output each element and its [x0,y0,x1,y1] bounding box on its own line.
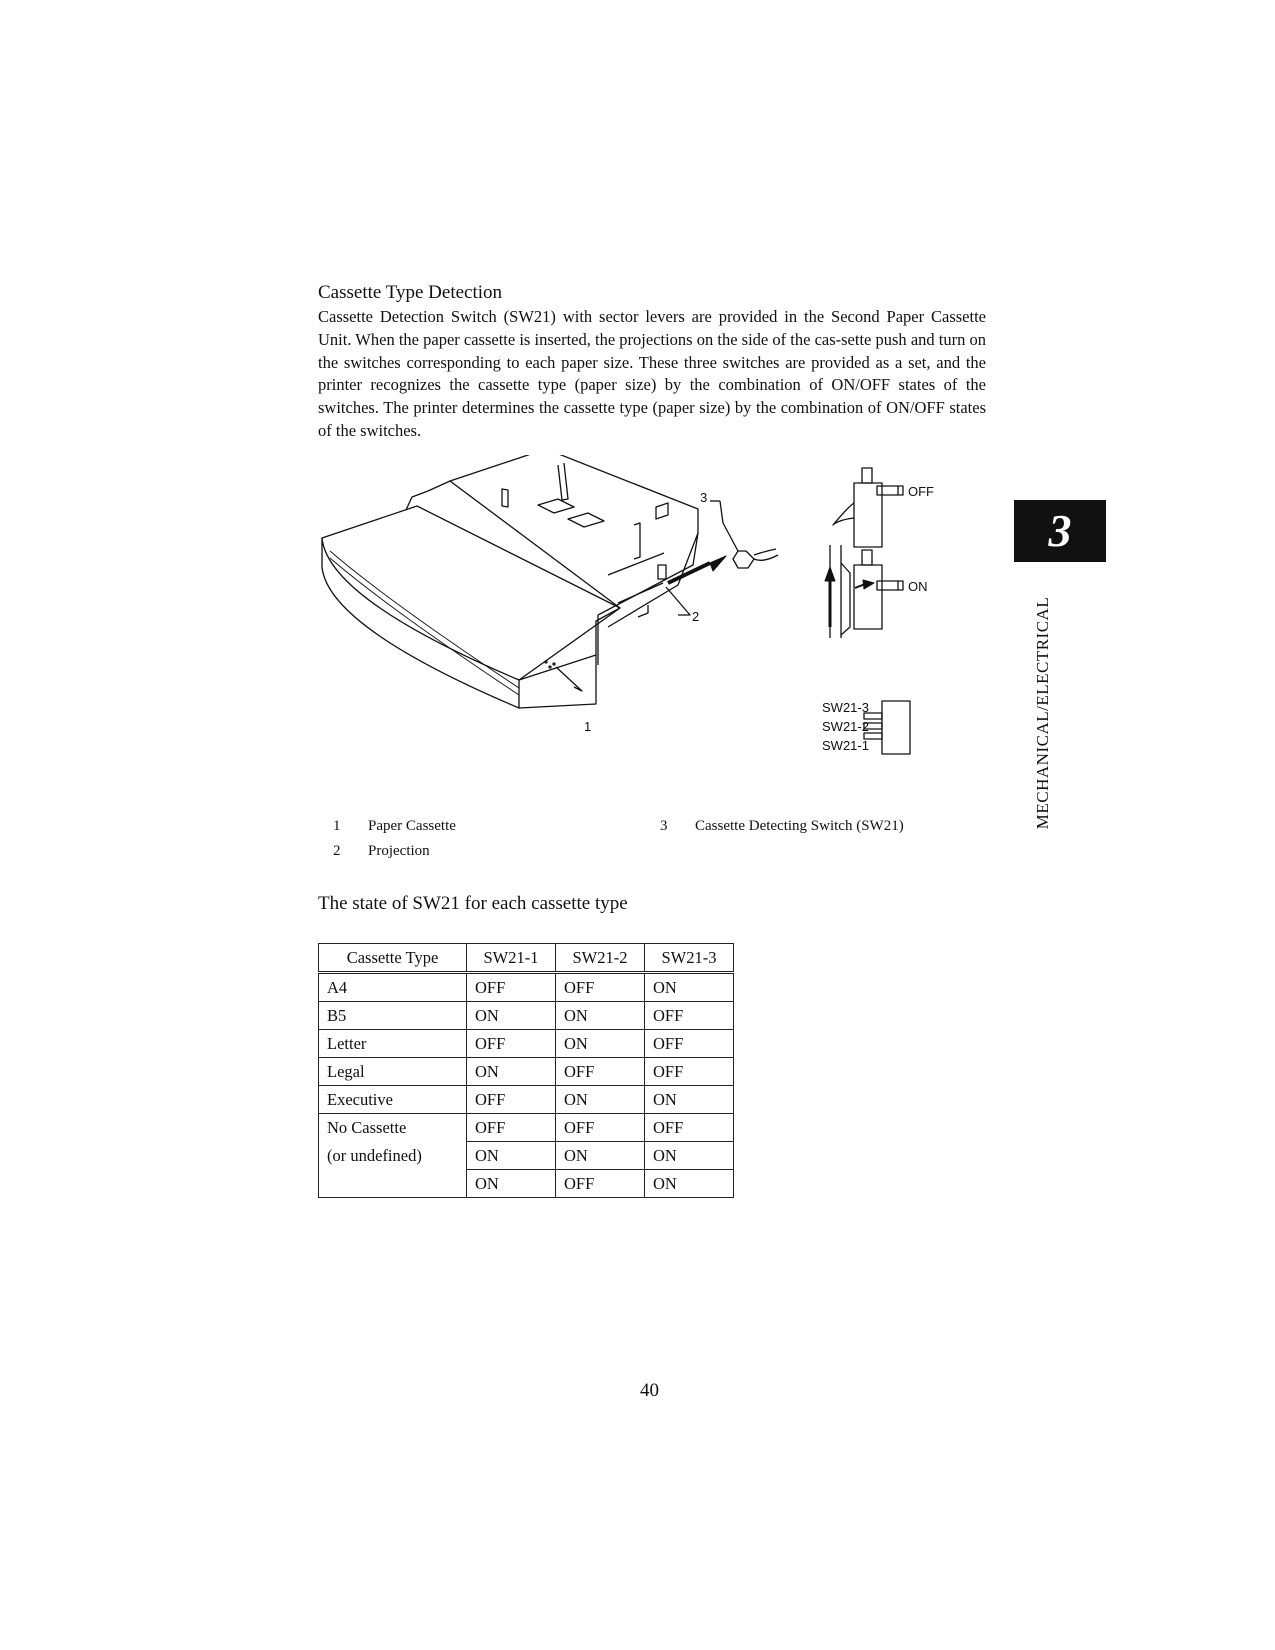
table-title: The state of SW21 for each cassette type [318,893,628,914]
legend-number: 3 [660,818,668,834]
table-cell: ON [645,1086,734,1114]
table-cell: Legal [319,1058,467,1086]
section-heading: Cassette Type Detection [318,282,503,303]
table-cell: ON [467,1170,556,1198]
table-cell: ON [556,1142,645,1170]
legend-number: 2 [333,843,341,859]
table-row [319,1030,734,1058]
table-row [319,1002,734,1030]
column-header: SW21-1 [467,944,556,973]
switch-set-diagram [864,701,910,754]
table-cell: OFF [467,1086,556,1114]
paper-cassette-drawing [322,455,778,708]
callout-3: 3 [700,490,708,505]
table-cell: Executive [319,1086,467,1114]
table-cell: OFF [645,1058,734,1086]
table-cell: Letter [319,1030,467,1058]
connector-drawing [720,501,778,568]
legend-number: 1 [333,818,341,834]
table-cell: OFF [467,1030,556,1058]
sw21-state-table [318,943,734,1198]
callout-1: 1 [584,719,592,734]
table-cell: ON [467,1058,556,1086]
table-cell: No Cassette [319,1114,467,1142]
table-cell: OFF [467,973,556,1002]
table-cell: ON [467,1142,556,1170]
switch-off-diagram [833,468,903,547]
sw21-2-label: SW21-2 [822,719,869,734]
chapter-number-tab: 3 [1014,500,1106,562]
table-cell: OFF [645,1002,734,1030]
table-cell: B5 [319,1002,467,1030]
table-cell: (or undefined) [319,1142,467,1170]
table-cell: OFF [556,1058,645,1086]
table-cell: ON [645,1142,734,1170]
sw21-3-label: SW21-3 [822,700,869,715]
on-label: ON [908,579,928,594]
table-cell: ON [556,1002,645,1030]
column-header: SW21-3 [645,944,734,973]
legend-text: Cassette Detecting Switch (SW21) [695,818,904,834]
cassette-figure [318,455,998,775]
switch-on-diagram [825,545,903,638]
paragraph-text: Cassette Detection Switch (SW21) with sector levers are provided in the Second Paper Cassette Unit. When the paper cassette is inserted, the projections on the side of the cas-sette push and turn on the switches corresponding to each paper size. These three switches are provided as a set, and the printer recognizes the cassette type (paper size) by the combination of ON/OFF states of the switches. The printer determines the cassette type (paper size) by the combination of ON/OFF states of the switches. [318,307,986,440]
table-row [319,1142,734,1170]
table-cell: OFF [645,1030,734,1058]
off-label: OFF [908,484,934,499]
table-cell [319,1170,467,1198]
callout-2: 2 [692,609,700,624]
legend-text: Paper Cassette [368,818,456,834]
table-cell: OFF [556,1170,645,1198]
table-cell: OFF [556,1114,645,1142]
table-row [319,1114,734,1142]
table-cell: OFF [467,1114,556,1142]
body-paragraph [318,306,986,443]
table-header-row [319,944,734,973]
legend-text: Projection [368,843,430,859]
table-cell: ON [556,1030,645,1058]
table-cell: OFF [645,1114,734,1142]
table-cell: A4 [319,973,467,1002]
table-cell: OFF [556,973,645,1002]
chapter-title: MECHANICAL/ELECTRICAL [1033,596,1052,830]
table-cell: ON [645,973,734,1002]
table-cell: ON [645,1170,734,1198]
table-cell: ON [556,1086,645,1114]
column-header: Cassette Type [319,944,467,973]
column-header: SW21-2 [556,944,645,973]
table-row [319,1170,734,1198]
table-row [319,1058,734,1086]
table-row [319,1086,734,1114]
table-row [319,973,734,1002]
page-number: 40 [640,1380,659,1401]
sw21-1-label: SW21-1 [822,738,869,753]
table-cell: ON [467,1002,556,1030]
